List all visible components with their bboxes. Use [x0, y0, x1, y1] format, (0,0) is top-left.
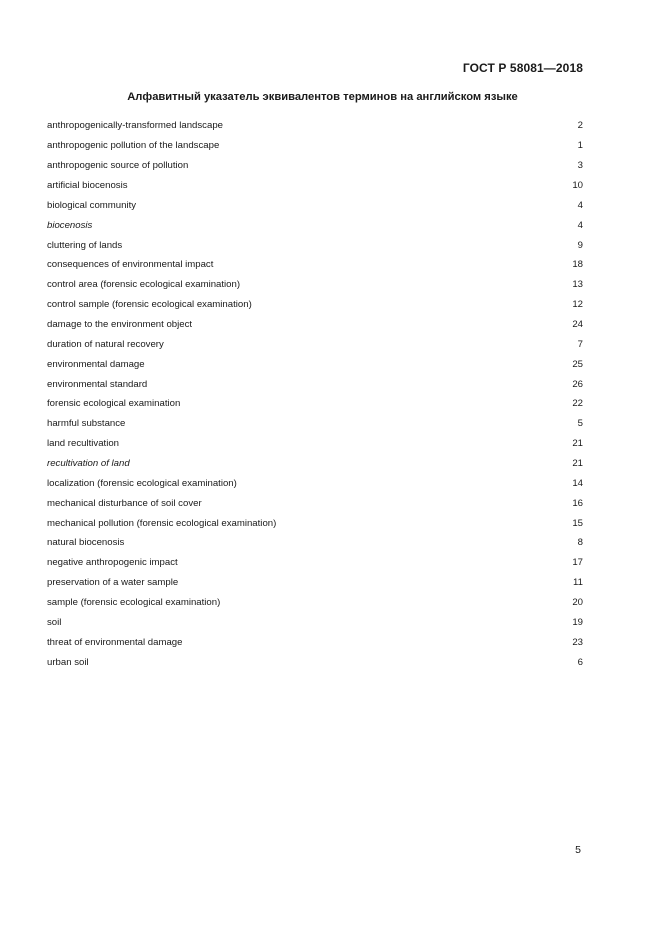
index-entry-number: 22 [572, 398, 583, 410]
index-entry-term: consequences of environmental impact [47, 259, 214, 271]
index-entry-number: 4 [577, 199, 583, 211]
index-entry-number: 21 [572, 438, 583, 450]
index-entry-number: 2 [577, 120, 583, 132]
index-entry-number: 19 [572, 616, 583, 628]
index-entry-term: control sample (forensic ecological examination) [47, 299, 252, 311]
index-entry-number: 20 [572, 597, 583, 609]
index-entry-term: land recultivation [47, 438, 119, 450]
index-entry [47, 473, 583, 493]
index-entry-term: urban soil [47, 656, 89, 668]
index-entry-number: 6 [577, 656, 583, 668]
index-entry-term: mechanical disturbance of soil cover [47, 497, 202, 509]
index-entry [47, 354, 583, 374]
index-entry-term: environmental damage [47, 358, 145, 370]
index-entry-number: 15 [572, 517, 583, 529]
index-entry-number: 8 [577, 537, 583, 549]
index-entry [47, 414, 583, 434]
index-entry-number: 4 [577, 219, 583, 231]
document-code: ГОСТ Р 58081—2018 [462, 61, 583, 75]
index-entry-number: 13 [572, 279, 583, 291]
index-entry [47, 513, 583, 533]
index-entry [47, 315, 583, 335]
index-entry-number: 17 [572, 557, 583, 569]
index-entry-number: 24 [572, 319, 583, 331]
index-entry [47, 374, 583, 394]
index-entry [47, 176, 583, 196]
index-entry-number: 10 [572, 180, 583, 191]
index-entry-term: damage to the environment object [47, 319, 193, 331]
index-entry [47, 533, 583, 553]
index-entry [47, 394, 583, 414]
index-entry-term: environmental standard [47, 378, 148, 390]
index-title: Алфавитный указатель эквивалентов терминов на английском языке [127, 91, 518, 103]
index-entry [47, 334, 583, 354]
index-entry [47, 553, 583, 573]
index-entry [47, 295, 583, 315]
index-entry-term: recultivation of land [47, 458, 130, 470]
index-entry [47, 116, 583, 136]
index-entry-term: anthropogenic source of pollution [47, 160, 189, 172]
index-entry [47, 593, 583, 613]
index-entry-term: sample (forensic ecological examination) [47, 597, 221, 609]
index-entry-term: artificial biocenosis [47, 180, 128, 191]
index-entry-number: 23 [572, 636, 583, 648]
index-entry [47, 573, 583, 593]
index-entry-number: 5 [577, 418, 583, 430]
index-entry-number: 18 [572, 259, 583, 271]
index-entry-term: harmful substance [47, 418, 126, 430]
index-entry-number: 11 [573, 577, 583, 589]
index-entry-number: 7 [577, 338, 583, 350]
index-entry [47, 255, 583, 275]
index-entry [47, 136, 583, 156]
index-entry [47, 454, 583, 474]
index-entry-term: anthropogenically-transformed landscape [47, 120, 223, 132]
index-entry-term: biocenosis [47, 219, 93, 231]
index-entry [47, 612, 583, 632]
index-entry-number: 21 [572, 458, 583, 470]
index-entry-term: cluttering of lands [47, 239, 123, 251]
index-entry [47, 195, 583, 215]
index-entry-term: forensic ecological examination [47, 398, 181, 410]
term-index-list [47, 116, 583, 672]
index-entry-number: 9 [577, 239, 583, 251]
index-entry-number: 26 [572, 378, 583, 390]
index-entry-term: soil [47, 616, 62, 628]
index-entry [47, 156, 583, 176]
index-entry-number: 12 [572, 299, 583, 311]
index-entry [47, 215, 583, 235]
index-entry [47, 275, 583, 295]
index-entry [47, 652, 583, 672]
index-entry-number: 25 [572, 358, 583, 370]
index-entry-term: duration of natural recovery [47, 338, 164, 350]
index-entry-term: mechanical pollution (forensic ecological examination) [47, 517, 277, 529]
index-entry-term: anthropogenic pollution of the landscape [47, 140, 220, 152]
index-entry-term: preservation of a water sample [47, 577, 179, 589]
index-entry-term: natural biocenosis [47, 537, 125, 549]
index-entry-term: biological community [47, 199, 137, 211]
index-entry [47, 632, 583, 652]
index-entry-term: negative anthropogenic impact [47, 557, 178, 569]
index-entry-number: 1 [577, 140, 583, 152]
index-entry-number: 14 [572, 477, 583, 489]
index-entry-number: 16 [572, 497, 583, 509]
index-entry [47, 434, 583, 454]
index-entry-term: localization (forensic ecological examination) [47, 477, 237, 489]
index-entry-number: 3 [577, 160, 583, 172]
index-entry [47, 493, 583, 513]
index-entry-term: threat of environmental damage [47, 636, 183, 648]
index-entry [47, 235, 583, 255]
page-number: 5 [575, 844, 581, 856]
index-entry-term: control area (forensic ecological examination) [47, 279, 241, 291]
